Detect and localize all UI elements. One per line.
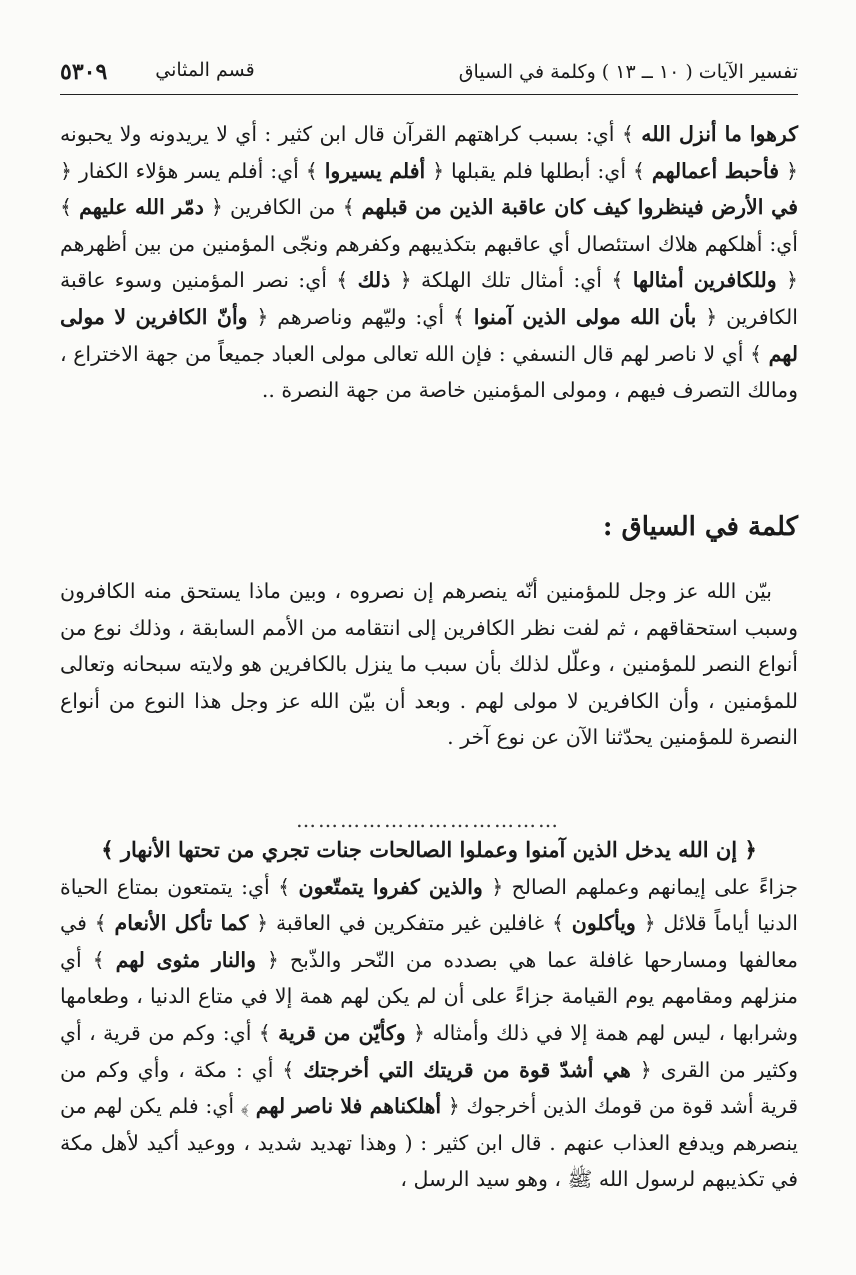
commentary-text: ﴾ أي: أبطلها فلم يقبلها ﴿ [425, 158, 652, 183]
header-section-title: تفسير الآيات ( ١٠ ــ ١٣ ) وكلمة في السياق [458, 61, 798, 83]
header-title-group [459, 61, 798, 83]
commentary-text: ﴾ من الكافرين ﴿ [203, 195, 362, 220]
commentary-text: ﴾ أي: يتمتعون بمتاع الحياة الدنيا أياماً قلائل ﴿ [60, 874, 798, 936]
page-number: ٥٣٠٩ [60, 59, 108, 85]
quran-phrase: كرهوا ما أنزل الله [641, 122, 798, 146]
quran-phrase: أفلم يسيروا [324, 158, 426, 183]
quran-phrase: فأحبط أعمالهم [651, 158, 780, 183]
quran-phrase: ذلك [357, 268, 391, 293]
quran-phrase: ويأكلون [571, 911, 636, 936]
commentary-text: ﴾ أي منزلهم ومقامهم يوم القيامة جزاءً على أن لم يكن لهم همة إلا في متاع الدنيا ، وطعامها وشرابها ، ليس لهم همة إلا في ذلك وأمثاله ﴿ [60, 947, 798, 1045]
section-heading: كلمة في السياق : [602, 512, 798, 542]
commentary-text: ﴾ أي: نصر المؤمنين وسوء عاقبة الكافرين ﴿ [60, 268, 798, 329]
paragraph-text: بيّن الله عز وجل للمؤمنين أنّه ينصرهم إن نصروه ، وبين ماذا يستحق منه الكافرون وسبب استحقاقهم ، ثم لفت نظر الكافرين إلى انتقامه من الأمم السابقة ، وذلك نوع من أنواع النصر للمؤمنين ، وعلّل لذلك بأن سبب ما ينزل بالكافرين هو ولايته سبحانه وتعالى للمؤمنين ، وأن الكافرين لا مولى لهم . وبعد أن بيّن الله عز وجل هذا النوع من أنواع النصرة للمؤمنين يحدّثنا الآن عن نوع آخر . [60, 579, 798, 750]
header-part-label: قسم المثاني [155, 59, 255, 81]
commentary-paragraph-2 [60, 832, 798, 1198]
commentary-paragraph-1 [60, 116, 798, 409]
commentary-text: ﴾ أي: وكم من قرية ، أي وكثير من القرى ﴿ [60, 1020, 798, 1082]
quran-phrase: كما تأكل الأنعام [114, 911, 249, 936]
paragraph-text [60, 869, 798, 1198]
commentary-text: ﴾ أي لا ناصر لهم قال النسفي : فإن الله تعالى مولى العباد جميعاً من جهة الاختراع ، ومالك التصرف فيهم ، ومولى المؤمنين خاصة من جهة النصرة .. [60, 341, 798, 403]
commentary-text: ﴾ في معالفها ومسارحها غافلة عما هي بصدده من النّحر والذّبح ﴿ [60, 911, 798, 972]
commentary-text: ﴾ أي: فلم يكن لهم من ينصرهم ويدفع العذاب عنهم . قال ابن كثير : ( وهذا تهديد شديد ، ووعيد أكيد لأهل مكة في تكذيبهم لرسول الله ﷺ ، وهو سيد الرسل ، [60, 1094, 798, 1192]
commentary-text: ﴾ أي: أفلم يسر هؤلاء الكفار ﴿ [60, 158, 325, 183]
commentary-text: ﴾ أي : مكة ، وأي وكم من قرية أشد قوة من قومك الذين أخرجوك ﴿ [60, 1057, 798, 1119]
paragraph-text [60, 116, 798, 409]
commentary-text: ﴾ أي: بسبب كراهتهم القرآن قال ابن كثير : أي لا يريدونه ولا يحبونه ﴿ [60, 122, 798, 183]
commentary-text: ﴾ غافلين غير متفكرين في العاقبة ﴿ [248, 911, 572, 936]
quran-phrase: وللكافرين أمثالها [632, 268, 777, 293]
quran-phrase: والنار مثوى لهم [115, 947, 256, 972]
page-header [60, 50, 798, 95]
dotted-divider: ……………………………… [296, 808, 560, 832]
quran-phrase: والذين كفروا يتمتّعون [298, 874, 483, 899]
quran-phrase: في الأرض فينظروا كيف كان عاقبة الذين من قبلهم [361, 195, 798, 220]
quran-phrase: بأن الله مولى الذين آمنوا [473, 304, 697, 329]
commentary-text: جزاءً على إيمانهم وعملهم الصالح ﴿ [482, 874, 799, 899]
quran-phrase: دمّر الله عليهم [79, 195, 204, 220]
quran-phrase: هي أشدّ قوة من قريتك التي أخرجتك [303, 1057, 631, 1082]
commentary-text: ﴾ أي: أمثال تلك الهلكة ﴿ [390, 268, 633, 293]
commentary-text: ﴾ أي: أهلكهم هلاك استئصال أي عاقبهم بتكذيبهم وكفرهم ونجّى المؤمنين من بين أظهرهم ﴿ [60, 195, 799, 293]
commentary-text: ﴾ أي: وليّهم وناصرهم ﴿ [247, 304, 474, 329]
quran-phrase: أهلكناهم فلا ناصر لهم [255, 1094, 442, 1119]
quran-phrase: وكأيّن من قرية [278, 1020, 406, 1045]
quran-phrase: وأنّ الكافرين لا مولى لهم [60, 304, 798, 366]
quran-verse: ﴿ إن الله يدخل الذين آمنوا وعملوا الصالحات جنات تجري من تحتها الأنهار ﴾ [101, 837, 757, 862]
context-paragraph [60, 573, 798, 756]
header-meta-group [60, 59, 255, 85]
